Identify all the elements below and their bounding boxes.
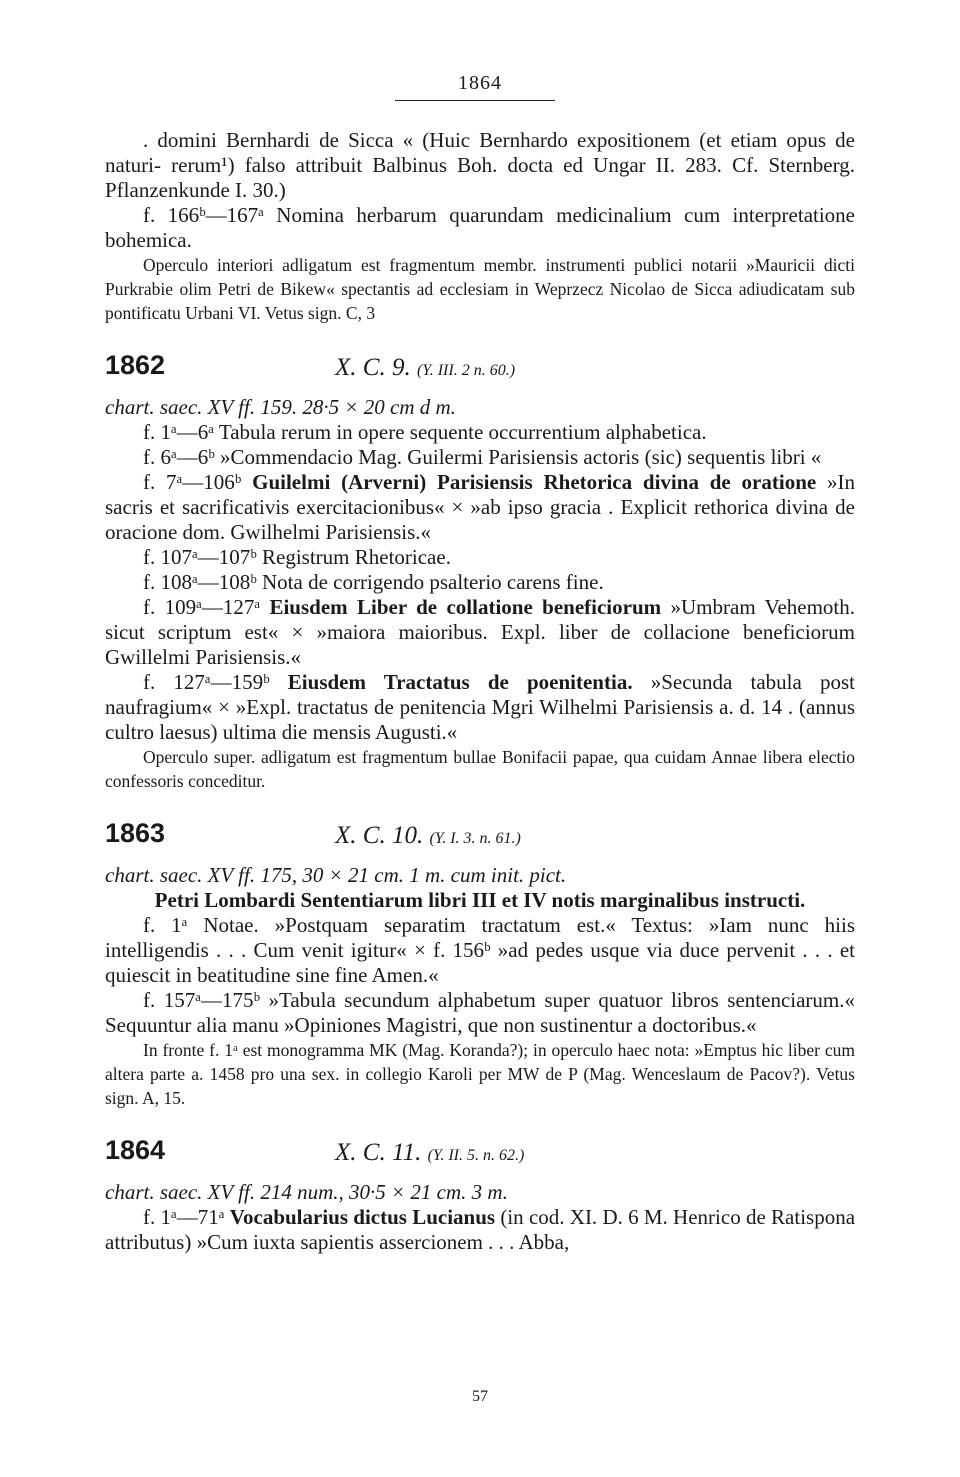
top-paragraph: f. 166ᵇ—167ᵃ Nomina herbarum quarundam medicinalium cum interpretatione bohemica.: [105, 203, 855, 252]
entry-number: 1862: [105, 350, 166, 380]
shelfmark: X. C. 9. (Y. III. 2 n. 60.): [335, 354, 516, 381]
physical-description: chart. saec. XV ff. 159. 28·5 × 20 cm d m.: [105, 395, 456, 419]
top-note: Operculo interiori adligatum est fragmentum membr. instrumenti publici notarii »Mauricii dicti Purkrabie olim Petri de Bikew« spectantis ad ecclesiam in Weprzecz Nicolao de Sicca adiudicatam sub pontificatu Urbani VI. Vetus sign. C, 3: [105, 255, 855, 323]
old-reference: (Y. III. 2 n. 60.): [416, 362, 516, 379]
content-item: f. 107ᵃ—107ᵇ Registrum Rhetoricae.: [143, 545, 451, 569]
old-reference: (Y. I. 3. n. 61.): [429, 830, 521, 847]
content-item: f. 1ᵃ—6ᵃ Tabula rerum in opere sequente occurrentium alphabetica.: [143, 420, 707, 444]
entry-number: 1864: [105, 1135, 166, 1165]
entry-note: In fronte f. 1ᵃ est monogramma MK (Mag. Koranda?); in operculo haec nota: »Emptus hic liber cum altera parte a. 1458 pro una sex. in collegio Karoli per MW de P (Mag. Wenceslaum de Pacov?). Vetus sign. A, 15.: [105, 1040, 855, 1108]
content-item: f. 1ᵃ—71ᵃ Vocabularius dictus Lucianus (in cod. XI. D. 6 M. Henrico de Ratispona attributus) »Cum iuxta sapientis assercionem . . . Abba,: [105, 1205, 856, 1254]
top-paragraph: . domini Bernhardi de Sicca « (Huic Bernhardo expositionem (et etiam opus de naturi- rerum¹) falso attribuit Balbinus Boh. docta ed Ungar II. 283. Cf. Sternberg. Pflanzenkunde I. 30.): [105, 128, 855, 202]
shelfmark: X. C. 11. (Y. II. 5. n. 62.): [335, 1139, 525, 1166]
physical-description: chart. saec. XV ff. 214 num., 30·5 × 21 cm. 3 m.: [105, 1180, 508, 1204]
page-number: 57: [472, 1388, 488, 1405]
entry-note: Operculo super. adligatum est fragmentum bullae Bonifacii papae, qua cuidam Annae libera electio confessoris conceditur.: [105, 747, 855, 791]
old-reference: (Y. II. 5. n. 62.): [427, 1147, 525, 1164]
content-item: f. 157ᵃ—175ᵇ »Tabula secundum alphabetum super quatuor libros sentenciarum.« Sequuntur alia manu »Opiniones Magistri, que non sustinentur a doctoribus.«: [105, 988, 855, 1037]
entry-heading: [105, 1136, 855, 1180]
content-item: f. 6ᵃ—6ᵇ »Commendacio Mag. Guilermi Parisiensis actoris (sic) sequentis libri «: [143, 445, 822, 469]
work-title: Petri Lombardi Sententiarum libri III et IV notis marginalibus instructi.: [154, 888, 806, 912]
header-rule: [395, 100, 555, 101]
physical-description: chart. saec. XV ff. 175, 30 × 21 cm. 1 m. cum init. pict.: [105, 863, 567, 887]
entry-heading: [105, 819, 855, 863]
content-item: f. 108ᵃ—108ᵇ Nota de corrigendo psalterio carens fine.: [143, 570, 604, 594]
running-head: 1864: [458, 72, 502, 94]
shelfmark: X. C. 10. (Y. I. 3. n. 61.): [335, 822, 521, 849]
entry-heading: [105, 351, 855, 395]
content-item: f. 127ᵃ—159ᵇ Eiusdem Tractatus de poenitentia. »Secunda tabula post naufragium« × »Expl. tractatus de penitencia Mgri Wilhelmi Parisiensis a. d. 14 . (annus cultro laesus) ultima die mensis Augusti.«: [105, 670, 855, 744]
content-item: f. 109ᵃ—127ᵃ Eiusdem Liber de collatione beneficiorum »Umbram Vehemoth. sicut scriptum est« × »maiora maioribus. Expl. liber de collacione beneficiorum Gwillelmi Parisiensis.«: [105, 595, 856, 669]
content-item: f. 1ᵃ Notae. »Postquam separatim tractatum est.« Textus: »Iam nunc hiis intelligendis . . . Cum venit igitur« × f. 156ᵇ »ad pedes usque via duce pervenit . . . et quiescit in beatitudine sine fine Amen.«: [105, 913, 855, 987]
content-item: f. 7ᵃ—106ᵇ Guilelmi (Arverni) Parisiensis Rhetorica divina de oratione »In sacris et sacrificativis exercitacionibus« × »ab ipso gracia . Explicit rethorica divina de oracione dom. Gwilhelmi Parisiensis.«: [105, 470, 856, 544]
entry-number: 1863: [105, 818, 166, 848]
page-body: [105, 128, 855, 1255]
